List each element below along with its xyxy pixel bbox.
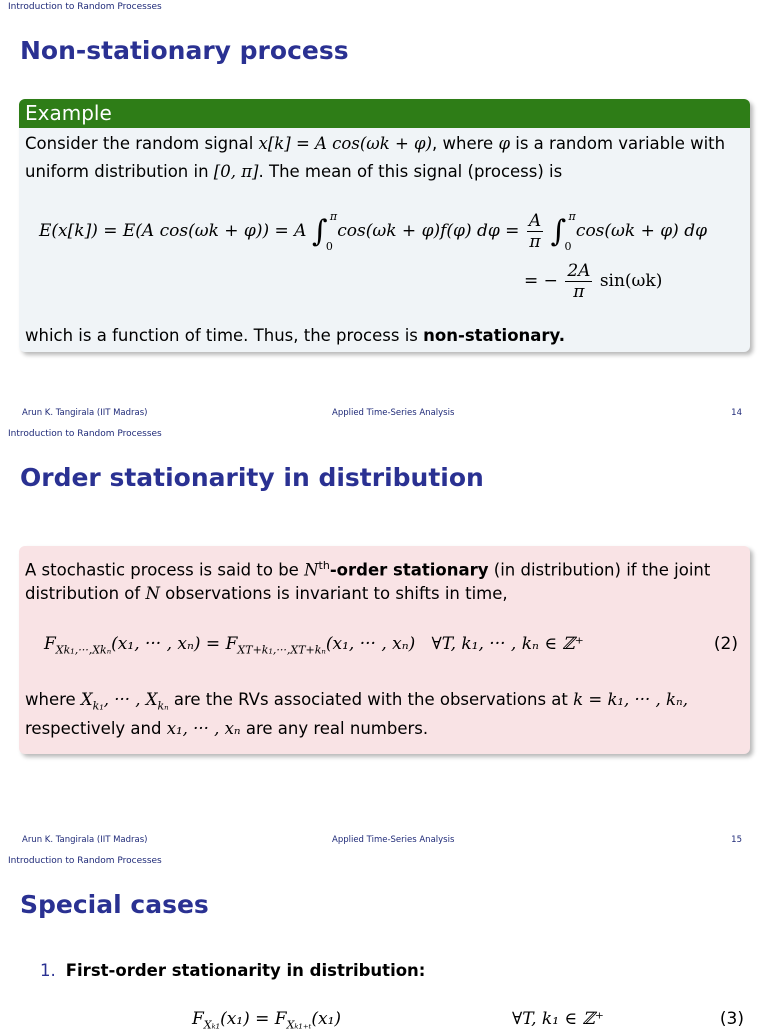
breadcrumb: Introduction to Random Processes [8,2,162,12]
breadcrumb: Introduction to Random Processes [8,856,162,866]
list-number: 1. [40,961,56,980]
list-item [40,961,425,980]
page-number: 14 [731,408,742,418]
first-order-equation: $F_{X_{k1}}(x_1) = F_{X_{k1+t}}(x_1)$ ∀T, k₁ ∈ ℤ⁺ (3) [192,1009,744,1031]
slide-title: Special cases [20,890,209,919]
page-number: 15 [731,835,742,845]
definition-block [19,546,750,754]
fraction: $\frac{A}{\pi}$ [528,211,542,252]
list-label: First-order stationarity in distribution: [65,961,426,980]
footer-course: Applied Time-Series Analysis [332,835,455,845]
slide-14 [0,0,768,427]
slide-title: Non-stationary process [20,36,349,65]
integral-sign: ∫ π 0 [311,210,338,253]
mean-equation: E(x[k]) = E(A cos(ωk + φ)) = A ∫ π 0 cos(ωk + φ)f(φ) dφ = $\frac{A}{\pi}$ ∫ π 0 cos(ωk + φ) dφ [39,210,707,253]
conclusion: which is a function of time. Thus, the process is non-stationary. [25,326,566,345]
slide-title: Order stationarity in distribution [20,463,484,492]
definition-line-1: A stochastic process is said to be $N^{th}$-order stationary (in distribution) if the joint [25,559,711,580]
footer-author: Arun K. Tangirala (IIT Madras) [22,835,148,845]
equation-number: (3) [719,1009,744,1029]
definition-line-3: where $X_{k_1}$, ··· , $X_{k_n}$ are the RVs associated with the observations at k = k₁, ··· , kₙ, [25,690,688,713]
definition-line-4: respectively and x₁, ··· , xₙ are any real numbers. [25,719,429,738]
slide-15 [0,427,768,854]
definition-line-2: distribution of N observations is invariant to shifts in time, [25,584,508,603]
footer-course: Applied Time-Series Analysis [332,408,455,418]
fraction: $\frac{2A}{\pi}$ [567,261,591,302]
breadcrumb: Introduction to Random Processes [8,429,162,439]
example-block [19,99,750,352]
integral-sign: ∫ π 0 [550,210,576,253]
block-heading: Example [19,99,750,128]
slide-16 [0,854,768,1031]
example-line-2: uniform distribution in [0, π]. The mean of this signal (process) is [25,162,563,181]
equation-number: (2) [713,634,738,654]
mean-result: = − $\frac{2A}{\pi}$ sin(ωk) [524,261,663,302]
stationarity-equation: $F_{Xk_1,\cdot\cdot\cdot,Xk_n}(x_1$, ··· , $x_n) = F_{XT+k_1,\cdot\cdot\cdot,XT+k_n}(x_1$, ··· , xₙ) ∀T, k₁, ··· , kₙ ∈ ℤ⁺ (2) [44,634,738,657]
footer-author: Arun K. Tangirala (IIT Madras) [22,408,148,418]
example-line-1: Consider the random signal x[k] = A cos(ωk + φ), where φ is a random variable with [25,134,726,153]
